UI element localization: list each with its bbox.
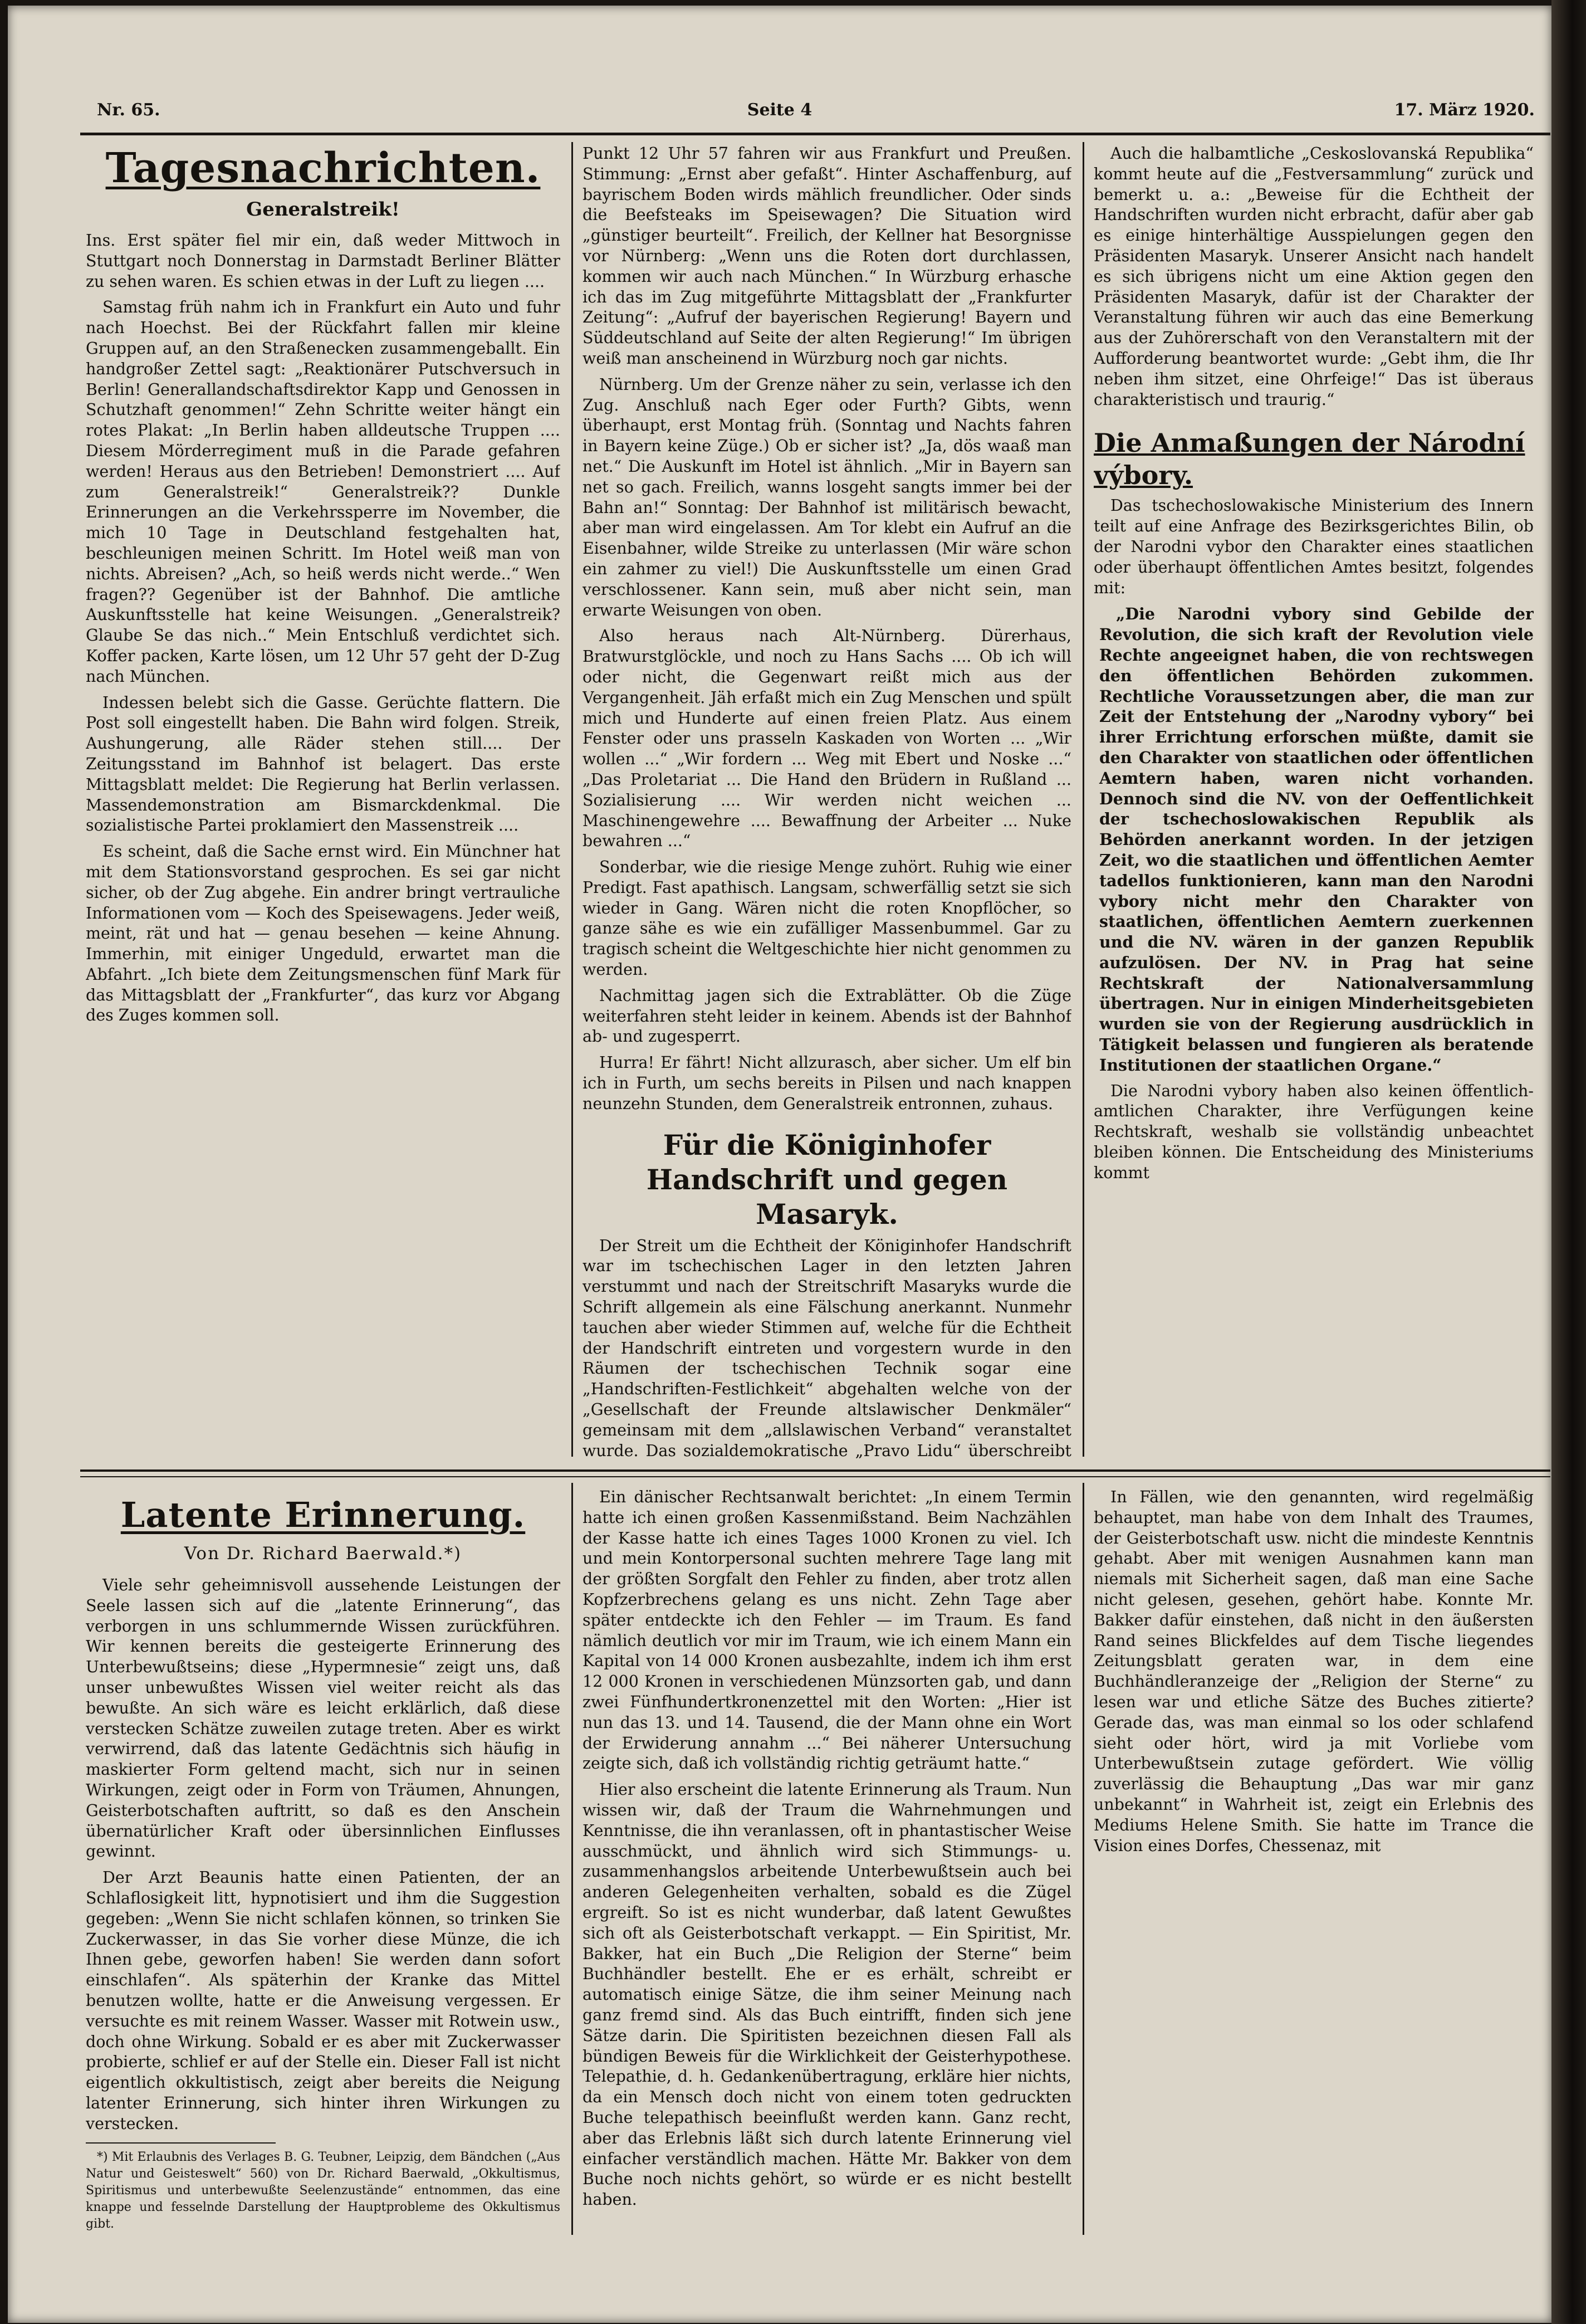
article-paragraph: Der Arzt Beaunis hatte einen Patienten, der an Schlaflosigkeit litt, hypnotisiert und ihm die Suggestion gegeben: „Wenn Sie nicht schlafen können, so trinken Sie Zuckerwasser, in das Sie vorher diese Münze, die ich Ihnen gebe, geworfen haben! Sie werden dann sofort einschlafen“. Als späterhin der Kranke das Mittel benutzen wollte, hatte er die Anweisung vergessen. Er versuchte es mit reinem Wasser. Wasser mit Rotwein usw., doch ohne Wirkung. Sobald er es aber mit Zuckerwasser probierte, schlief er auf der Stelle ein. Dieser Fall ist nicht eigentlich okkultistisch, zeigt aber bereits die Neigung latenter Erinnerung, sich hinter ihren Wirkungen zu verstecken. — [86, 1868, 560, 2133]
tagesnachrichten-column-1 — [86, 144, 560, 1459]
erinnerung-byline: Von Dr. Richard Baerwald.*) — [184, 1544, 462, 1564]
tagesnachrichten-title: Tagesnachrichten. — [105, 144, 541, 192]
page-number: Seite 4 — [747, 100, 812, 120]
article-paragraph: Hier also erscheint die latente Erinnerung als Traum. Nun wissen wir, daß der Traum die Wahrnehmungen und Kenntnisse, die ihn veranlassen, oft in phantastischer Weise ausschmückt, und ähnlich wird sich Stimmungs- u. zusammenhangslos arbeitende Unterbewußtsein auch bei anderen Gelegenheiten verhalten, sobald es die Zügel ergreift. So ist es nicht wunderbar, daß latent Gewußtes sich oft als Geisterbotschaft verkappt. — Ein Spiritist, Mr. Bakker, hat ein Buch „Die Religion der Sterne“ beim Buchhändler bestellt. Ehe er es erhält, schreibt er automatisch einige Sätze, die ihm seiner Meinung nach ganz fremd sind. Als das Buch eintrifft, finden sich jene Sätze darin. Die Spiritisten bezeichnen diesen Fall als bündigen Beweis für die Wirklichkeit der Geisterhypothese. Telepathie, d. h. Gedankenübertragung, erkläre hier nichts, da ein Mensch doch nicht von einem toten gedruckten Buche telepathisch beeinflußt werden kann. Ganz recht, aber das Erlebnis läßt sich durch latente Erinnerung viel einfacher verständlich machen. Hätte Mr. Bakker von dem Buche noch nichts gehört, so würde er es nicht bestellt haben. — [582, 1780, 1071, 2209]
article-paragraph: Ein dänischer Rechtsanwalt berichtet: „In einem Termin hatte ich einen großen Kassenmißstand. Beim Nachzählen der Kasse hatte ich eines Tages 1000 Kronen zu viel. Ich und mein Kontorpersonal suchten mehrere Tage lang mit der größten Sorgfalt den Fehler zu finden, aber trotz allen Kopfzerbrechens gelang es uns nicht. Zehn Tage aber später entdeckte ich den Fehler — im Traum. Es fand nämlich deutlich vor mir im Traum, wie ich einem Mann ein Kapital von 14 000 Kronen ausbezahlte, indem ich ihm erst 12 000 Kronen in verschiedenen Münzsorten gab, und dann zwei Fünfhundertkronenzettel mit den Worten: „Hier ist nun das 13. und 14. Tausend, die der Mann ohne ein Wort der Erwiderung annahm ...“ Bei näherer Untersuchung zeigte sich, daß ich vollständig richtig geträumt hatte.“ — [582, 1488, 1071, 1773]
erinnerung-title: Latente Erinnerung. — [120, 1495, 526, 1535]
article-paragraph: Samstag früh nahm ich in Frankfurt ein Auto und fuhr nach Hoechst. Bei der Rückfahrt fallen mir kleine Gruppen auf, an den Straßenecken zusammengeballt. Ein handgroßer Zettel sagt: „Reaktionärer Putschversuch in Berlin! Generallandschaftsdirektor Kapp und Genossen in Schutzhaft genommen!“ Zehn Schritte weiter hängt ein rotes Plakat: „In Berlin haben alldeutsche Truppen .... Diesem Mörderregiment muß in die Parade gefahren werden! Heraus aus den Betrieben! Demonstriert .... Auf zum Generalstreik!“ Generalstreik?? Dunkle Erinnerungen an die Verkehrssperre im November, die mich 10 Tage in Deutschland festgehalten hat, beschleunigen meinen Schritt. Im Hotel weiß man von nichts. Abreisen? „Ach, so heiß werds nicht werde..“ Wen fragen?? Gegenüber ist der Bahnhof. Die amtliche Auskunftsstelle hat keine Weisungen. „Generalstreik? Glaube Se das nich..“ Mein Entschluß verdichtet sich. Koffer packen, Karte lösen, um 12 Uhr 57 geht der D-Zug nach München. — [86, 298, 560, 686]
top-column-3 — [1094, 144, 1534, 1459]
article-paragraph: Punkt 12 Uhr 57 fahren wir aus Frankfurt und Preußen. Stimmung: „Ernst aber gefaßt“. Hinter Aschaffenburg, auf bayrischem Boden wirds mählich freundlicher. Oder sinds die Beefsteaks im Speisewagen? Die Situation wird „günstiger beurteilt“. Freilich, der Kellner hat Besorgnisse vor Nürnberg: „Wenn uns die Roten dort durchlassen, kommen wir auch nach München.“ In Würzburg erhasche ich das im Zug mitgeführte Mittagsblatt der „Frankfurter Zeitung“: „Aufruf der bayerischen Regierung! Bayern und Süddeutschland auf Seite der alten Regierung!“ Im übrigen weiß man anscheinend in Würzburg noch gar nichts. — [582, 144, 1071, 368]
section-divider — [80, 1476, 1550, 1477]
article-paragraph: Sonderbar, wie die riesige Menge zuhört. Ruhig wie einer Predigt. Fast apathisch. Langsam, schwerfällig setzt sie sich wieder in Gang. Wären nicht die roten Knopflöcher, so ganze sähe es wie ein zufälliger Massenbummel. Gar zu tragisch scheint die Weltgeschichte hier nicht genommen zu werden. — [582, 858, 1071, 979]
article-paragraph: In Fällen, wie den genannten, wird regelmäßig behauptet, man habe von dem Inhalt des Traumes, der Geisterbotschaft usw. nicht die mindeste Kenntnis gehabt. Aber mit wenigen Ausnahmen kann man niemals mit Sicherheit sagen, daß man eine Sache nicht gelesen, gesehen, gehört habe. Konnte Mr. Bakker dafür einstehen, daß nicht in den äußersten Rand seines Blickfeldes auf dem Tische liegendes Zeitungsblatt geraten war, in dem eine Buchhändleranzeige der „Religion der Sterne“ zu lesen war und etliche Sätze des Buches zitierte? Gerade das, was man einmal so los oder schlafend sieht oder hört, wird ja mit Vorliebe vom Unterbewußtsein zutage gefördert. Wie völlig zuverlässig die Behauptung „Das war mir ganz unbekannt“ in Wahrheit ist, zeigt ein Erlebnis des Mediums Helene Smith. Sie hatte im Trance die Vision eines Dorfes, Chessenaz, mit — [1094, 1488, 1534, 1855]
page-edge-shadow — [1551, 0, 1586, 2324]
footnote: *) Mit Erlaubnis des Verlages B. G. Teubner, Leipzig, dem Bändchen („Aus Natur und Geisteswelt“ 560) von Dr. Richard Baerwald, „Okkultismus, Spiritismus und unterbewußte Seelenzustände“ entnommen, das eine knappe und fesselnde Darstellung der Hauptprobleme des Okkultismus gibt. — [86, 2150, 560, 2231]
tagesnachrichten-column-2 — [582, 144, 1071, 1459]
erinnerung-column-3 — [1094, 1487, 1534, 2234]
article-paragraph: Es scheint, daß die Sache ernst wird. Ein Münchner hat mit dem Stationsvorstand gesprochen. Es sei gar nicht sicher, ob der Zug abgehe. Ein andrer bringt vertrauliche Informationen vom — Koch des Speisewagens. Jeder weiß, meint, rät und hat — genau besehen — keine Ahnung. Immerhin, mit einiger Ungeduld, erwartet man die Abfahrt. „Ich biete dem Zeitungsmenschen fünf Mark für das Mittagsblatt der „Frankfurter“, das kurz vor Abgang des Zuges kommen soll. — [86, 842, 560, 1025]
article-paragraph: Viele sehr geheimnisvoll aussehende Leistungen der Seele lassen sich auf die „latente Erinnerung“, das verborgen in uns schlummernde Wissen zurückführen. Wir kennen bereits die gesteigerte Erinnerung des Unterbewußtseins; diese „Hypermnesie“ zeigt uns, daß unser unbewußtes Wissen viel weiter reicht als das bewußte. An sich wäre es leicht erklärlich, daß diese verstecken Schätze zuweilen zutage treten. Aber es wirkt verwirrend, daß das latente Gedächtnis sich häufig in maskierter Form geltend macht, sich nur in seinen Wirkungen, zeigt oder in Form von Träumen, Ahnungen, Geisterbotschaften auftritt, so daß es den Anschein übernatürlicher Kraft oder übersinnlichen Einflusses gewinnt. — [86, 1576, 560, 1861]
column-divider — [571, 142, 573, 1457]
column-divider — [571, 1483, 573, 2235]
article-paragraph: Auch die halbamtliche „Ceskoslovanská Republika“ kommt heute auf die „Festversammlung“ zurück und bemerkt u. a.: „Beweise für die Echtheit der Handschriften wurden nicht erbracht, dafür aber gab es einige hinterhältige Ausspielungen gegen den Präsidenten Masaryk. Unserer Ansicht nach handelt es sich übrigens nicht um eine Aktion gegen den Präsidenten Masaryk, dafür ist der Charakter der Veranstaltung führen wir auch das eine Bemerkung aus der Zuhörerschaft von den Veranstaltern mit der Aufforderung beantwortet wurde: „Gebt ihm, die Ihr neben ihm sitzet, eine Ohrfeige!“ Das ist überaus charakteristisch und traurig.“ — [1094, 144, 1534, 409]
article-paragraph: Indessen belebt sich die Gasse. Gerüchte flattern. Die Post soll eingestellt haben. Die Bahn wird folgen. Streik, Aushungerung, alle Räder stehen still.... Der Zeitungsstand im Bahnhof ist belagert. Das erste Mittagsblatt meldet: Die Regierung hat Berlin verlassen. Massendemonstration am Bismarckdenkmal. Die sozialistische Partei proklamiert den Massenstreik .... — [86, 693, 560, 835]
section-divider — [80, 1469, 1550, 1472]
article-quote: „Die Narodni vybory sind Gebilde der Revolution, die sich kraft der Revolution viele Rechte angeeignet haben, die von rechtswegen den öffentlichen Behörden zukommen. Rechtliche Voraussetzungen aber, die man zur Zeit der Entstehung der „Narodny vybory“ bei ihrer Errichtung erforschen müßte, damit sie den Charakter von staatlichen oder öffentlichen Aemtern haben, waren nicht vorhanden. Dennoch sind die NV. von der Oeffentlichkeit der tschechoslowakischen Republik als Behörden anerkannt worden. In der jetzigen Zeit, wo die staatlichen und öffentlichen Aemter tadellos funktionieren, kann man den Narodni vybory nicht mehr den Charakter von staatlichen, öffentlichen Aemtern zuerkennen und die NV. wären in der ganzen Republik aufzulösen. Der NV. in Prag hat seine Rechtskraft der Nationalversammlung übertragen. Nur in einigen Minderheitsgebieten wurden sie von der Regierung ausdrücklich in Tätigkeit belassen und fungieren als beratende Institutionen der staatlichen Organe.“ — [1099, 604, 1534, 1075]
narodni-title: Die Anmaßungen der Národní výbory. — [1094, 428, 1525, 491]
koeniginhof-title: Für die Königinhofer Handschrift und gegen Masaryk. — [646, 1128, 1008, 1231]
footnote-rule — [86, 2142, 276, 2144]
erinnerung-column-2 — [582, 1487, 1071, 2234]
article-paragraph: Nachmittag jagen sich die Extrablätter. Ob die Züge weiterfahren steht leider in keinem. Abends ist der Bahnhof ab- und zugesperrt. — [582, 986, 1071, 1046]
article-paragraph: Nürnberg. Um der Grenze näher zu sein, verlasse ich den Zug. Anschluß nach Eger oder Furth? Gibts, wenn überhaupt, erst Montag früh. (Sonntag und Nachts fahren in Bayern keine Züge.) Ob er sicher ist? „Ja, dös waaß man net.“ Die Auskunft im Hotel ist ähnlich. „Mir in Bayern san net so gach. Freilich, wanns losgeht sangts immer bei der Bahn an!“ Sonntag: Der Bahnhof ist militärisch bewacht, aber man wird eingelassen. Am Tor klebt ein Aufruf an die Eisenbahner, wilde Streike zu unterlassen (Mir wäre schon ein zahmer zu viel!) Die Auskunftsstelle um einen Grad verschlossener. Kann sein, muß aber nicht sein, man erwarte Weisungen von oben. — [582, 375, 1071, 619]
article-paragraph: Hurra! Er fährt! Nicht allzurasch, aber sicher. Um elf bin ich in Furth, um sechs bereits in Pilsen und nach knappen neunzehn Stunden, dem Generalstreik entronnen, zuhaus. — [582, 1053, 1071, 1113]
header-rule — [80, 133, 1550, 135]
issue-number: Nr. 65. — [97, 100, 160, 120]
article-paragraph: Das tschechoslowakische Ministerium des Innern teilt auf eine Anfrage des Bezirksgerichtes Bilin, ob der Narodni vybor den Charakter eines staatlichen oder überhaupt öffentlichen Amtes besitzt, folgendes mit: — [1094, 496, 1534, 597]
newspaper-page — [8, 6, 1551, 2323]
article-paragraph: Ins. Erst später fiel mir ein, daß weder Mittwoch in Stuttgart noch Donnerstag in Darmstadt Berliner Blätter zu sehen waren. Es schien etwas in der Luft zu liegen .... — [86, 231, 560, 291]
erinnerung-column-1 — [86, 1487, 560, 2234]
article-paragraph: Der Streit um die Echtheit der Königinhofer Handschrift war im tschechischen Lager in den letzten Jahren verstummt und nach der Streitschrift Masaryks wurde die Schrift allgemein als eine Fälschung anerkannt. Nunmehr tauchen aber wieder Stimmen auf, welche für die Echtheit der Handschrift eintreten und vorgestern wurde in den Räumen der tschechischen Technik sogar eine „Handschriften-Festlichkeit“ abgehalten welche von der „Gesellschaft der Freunde altslawischer Denkmäler“ gemeinsam mit dem „allslawischen Verband“ veranstaltet wurde. Das sozialdemokratische „Pravo Lidu“ überschreibt — [582, 1236, 1071, 1459]
column-divider — [1083, 1483, 1084, 2235]
article-paragraph: Die Narodni vybory haben also keinen öffentlich-amtlichen Charakter, ihre Verfügungen keine Rechtskraft, weshalb sie vollständig unbeachtet bleiben können. Die Entscheidung des Ministeriums kommt — [1094, 1081, 1534, 1182]
issue-date: 17. März 1920. — [1394, 100, 1535, 120]
column-divider — [1083, 142, 1084, 1457]
article-paragraph: Also heraus nach Alt-Nürnberg. Dürerhaus, Bratwurstglöckle, und noch zu Hans Sachs .... Ob ich will oder nicht, die Gegenwart reißt mich aus der Vergangenheit. Jäh erfaßt mich ein Zug Menschen und spült mich und Hunderte auf einen freien Platz. Aus einem Fenster oder uns prasseln Kaskaden von Worten ... „Wir wollen ...“ „Wir fordern ... Weg mit Ebert und Noske ...“ „Das Proletariat ... Die Hand den Brüdern in Rußland ... Sozialisierung .... Wir werden nicht weichen ... Maschinengewehre .... Bewaffnung der Arbeiter ... Nuke bewahren ...“ — [582, 627, 1071, 851]
generalstreik-subtitle: Generalstreik! — [246, 198, 400, 221]
